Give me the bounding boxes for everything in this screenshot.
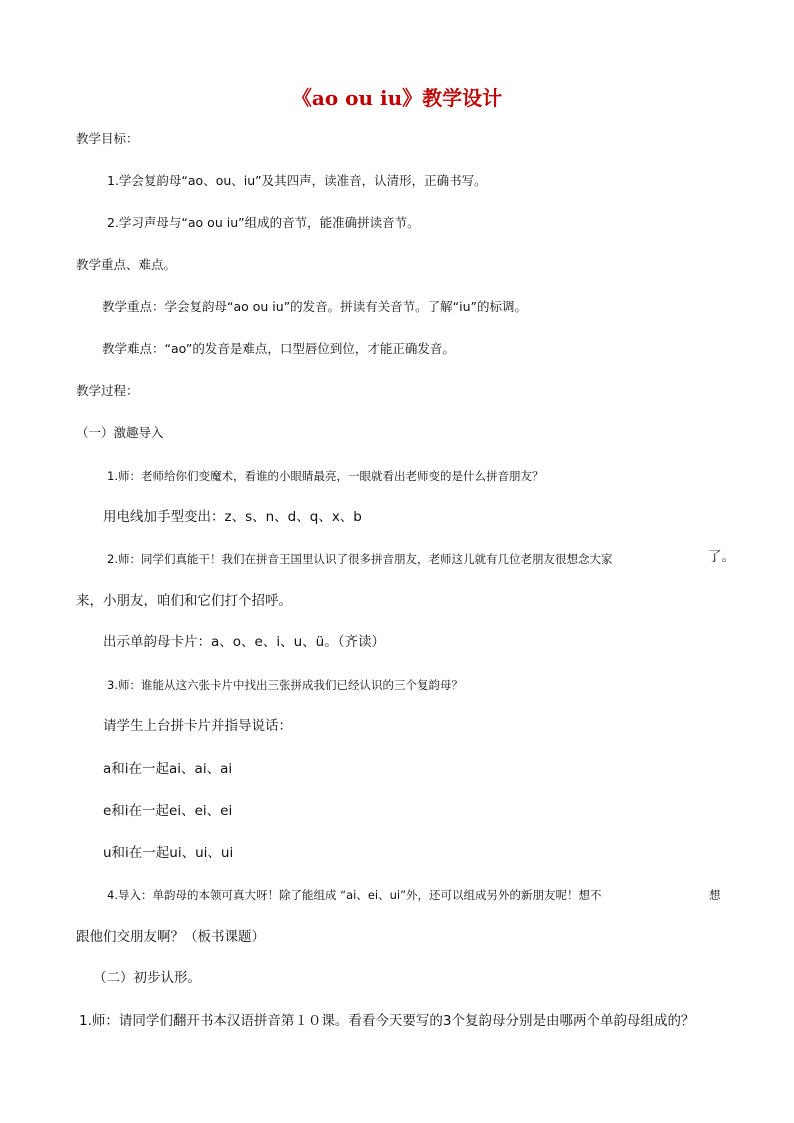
section-heading-key-points: 教学重点、难点。 bbox=[76, 257, 177, 272]
subsection-heading-1: （一）激趣导入 bbox=[76, 425, 164, 440]
combo-e-i: e和i在一起ei、ei、ei bbox=[103, 803, 233, 819]
step-4-text-end: 想 bbox=[709, 888, 721, 902]
step-2-text: 2.师：同学们真能干！我们在拼音王国里认识了很多拼音朋友，老师这儿就有几位老朋友很想念大家 bbox=[107, 552, 613, 566]
step-4-continued: 跟他们交朋友啊？（板书课题） bbox=[76, 929, 265, 945]
key-point-text: 教学重点：学会复韵母“ao ou iu”的发音。拼读有关音节。了解“iu”的标调。 bbox=[102, 299, 528, 314]
document-title: 《ao ou iu》教学设计 bbox=[291, 86, 503, 110]
step-3-text: 3.师：谁能从这六张卡片中找出三张拼成我们已经认识的三个复韵母？ bbox=[107, 678, 463, 692]
combo-u-i: u和i在一起ui、ui、ui bbox=[103, 845, 234, 861]
goal-item-2: 2.学习声母与“ao ou iu”组成的音节，能准确拼读音节。 bbox=[107, 215, 420, 230]
step-3-instruction: 请学生上台拼卡片并指导说话： bbox=[103, 718, 292, 734]
step-2-continued: 来，小朋友，咱们和它们打个招呼。 bbox=[76, 593, 292, 609]
combo-a-i: a和i在一起ai、ai、ai bbox=[103, 761, 233, 777]
difficult-point-text: 教学难点：“ao”的发音是难点，口型唇位到位，才能正确发音。 bbox=[102, 341, 455, 356]
vowel-cards-text: 出示单韵母卡片：a、o、e、i、u、ü。（齐读） bbox=[103, 634, 385, 650]
goal-item-1: 1.学会复韵母“ao、ou、iu”及其四声，读准音，认清形，正确书写。 bbox=[107, 173, 487, 188]
step-1-detail: 用电线加手型变出：z、s、n、d、q、x、b bbox=[103, 509, 362, 525]
step-1-text: 1.师：老师给你们变魔术，看谁的小眼睛最亮，一眼就看出老师变的是什么拼音朋友？ bbox=[107, 469, 544, 483]
step-2-text-end: 了。 bbox=[708, 549, 735, 565]
subsection-heading-2: （二）初步认形。 bbox=[93, 970, 201, 986]
section-heading-process: 教学过程： bbox=[76, 383, 139, 398]
step-4-text: 4.导入：单韵母的本领可真大呀！除了能组成 “ai、ei、ui”外，还可以组成另外的新朋友呢！想不 bbox=[107, 888, 602, 902]
step-1-recognition-text: 1.师：请同学们翻开书本汉语拼音第１０课。看看今天要写的3个复韵母分别是由哪两个单韵母组成的？ bbox=[79, 1013, 695, 1029]
section-heading-goals: 教学目标： bbox=[76, 131, 139, 146]
